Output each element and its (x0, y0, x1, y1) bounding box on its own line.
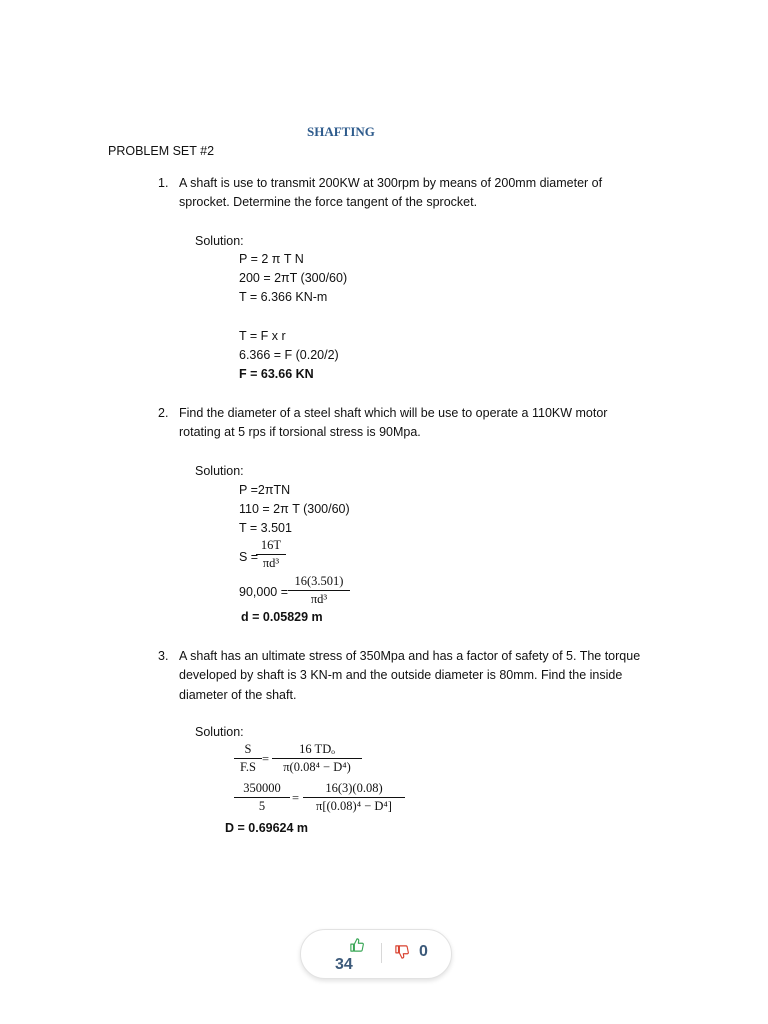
fraction-denominator: π(0.08⁴ − D⁴) (283, 760, 351, 774)
problem-3-text-line-1: A shaft has an ultimate stress of 350Mpa and has a factor of safety of 5. The torque (179, 649, 641, 663)
problem-3-answer: D = 0.69624 m (225, 821, 309, 835)
fraction-denominator: 5 (258, 799, 266, 813)
problem-3-equals-1: = (262, 752, 270, 766)
problem-set-heading: PROBLEM SET #2 (108, 144, 215, 158)
problem-2-fraction-2 (288, 574, 350, 607)
fraction-denominator: πd³ (310, 592, 328, 606)
problem-1-step-3: T = 6.366 KN-m (239, 290, 328, 304)
problem-1-number: 1. (158, 176, 169, 190)
problem-2-fraction-1 (256, 538, 286, 571)
rating-widget (300, 929, 452, 979)
problem-1-answer: F = 63.66 KN (239, 367, 314, 381)
fraction-numerator: 16 TDₒ (272, 742, 362, 759)
fraction-numerator: S (234, 742, 262, 759)
problem-3-fraction-1 (234, 742, 262, 775)
fraction-numerator: 16(3)(0.08) (303, 781, 405, 798)
problem-1-text-line-1: A shaft is use to transmit 200KW at 300rpm by means of 200mm diameter of (179, 176, 603, 190)
problem-2-text-line-2: rotating at 5 rps if torsional stress is 90Mpa. (179, 425, 421, 439)
problem-3-fraction-3 (234, 781, 290, 814)
problem-1-step-2: 200 = 2πT (300/60) (239, 271, 348, 285)
fraction-denominator: π[(0.08)⁴ − D⁴] (316, 799, 392, 813)
problem-2-number: 2. (158, 406, 169, 420)
problem-2-step-3: T = 3.501 (239, 521, 292, 535)
problem-1-solution-label: Solution: (195, 234, 244, 248)
dislike-count: 0 (419, 943, 428, 960)
thumbs-up-icon (350, 938, 364, 952)
problem-2-step-2: 110 = 2π T (300/60) (239, 502, 350, 516)
problem-3-fraction-2 (272, 742, 362, 775)
like-button[interactable] (319, 932, 369, 976)
problem-3-solution-label: Solution: (195, 725, 244, 739)
dislike-button[interactable] (387, 932, 443, 976)
thumbs-down-icon (395, 945, 409, 959)
problem-1-text-line-2: sprocket. Determine the force tangent of the sprocket. (179, 195, 478, 209)
problem-1-step-5: 6.366 = F (0.20/2) (239, 348, 339, 362)
problem-2-step-5-lhs: 90,000 = (239, 585, 289, 599)
problem-3-equals-2: = (292, 791, 300, 805)
problem-2-step-4-lhs: S = (239, 550, 259, 564)
like-count: 34 (335, 956, 353, 973)
page-title: SHAFTING (307, 124, 375, 139)
fraction-denominator: F.S (239, 760, 257, 774)
problem-2-step-1: P =2πTN (239, 483, 291, 497)
problem-3-number: 3. (158, 649, 169, 663)
fraction-numerator: 16(3.501) (288, 574, 350, 591)
problem-3-text-line-3: diameter of the shaft. (179, 688, 297, 702)
problem-2-text-line-1: Find the diameter of a steel shaft which will be use to operate a 110KW motor (179, 406, 608, 420)
rating-divider (381, 943, 382, 963)
fraction-numerator: 350000 (234, 781, 290, 798)
problem-1-step-1: P = 2 π T N (239, 252, 304, 266)
problem-3-text-line-2: developed by shaft is 3 KN-m and the outside diameter is 80mm. Find the inside (179, 668, 623, 682)
problem-2-answer: d = 0.05829 m (241, 610, 323, 624)
problem-2-solution-label: Solution: (195, 464, 244, 478)
problem-1-step-4: T = F x r (239, 329, 286, 343)
problem-3-fraction-4 (303, 781, 405, 814)
fraction-denominator: πd³ (262, 556, 280, 570)
fraction-numerator: 16T (256, 538, 286, 555)
